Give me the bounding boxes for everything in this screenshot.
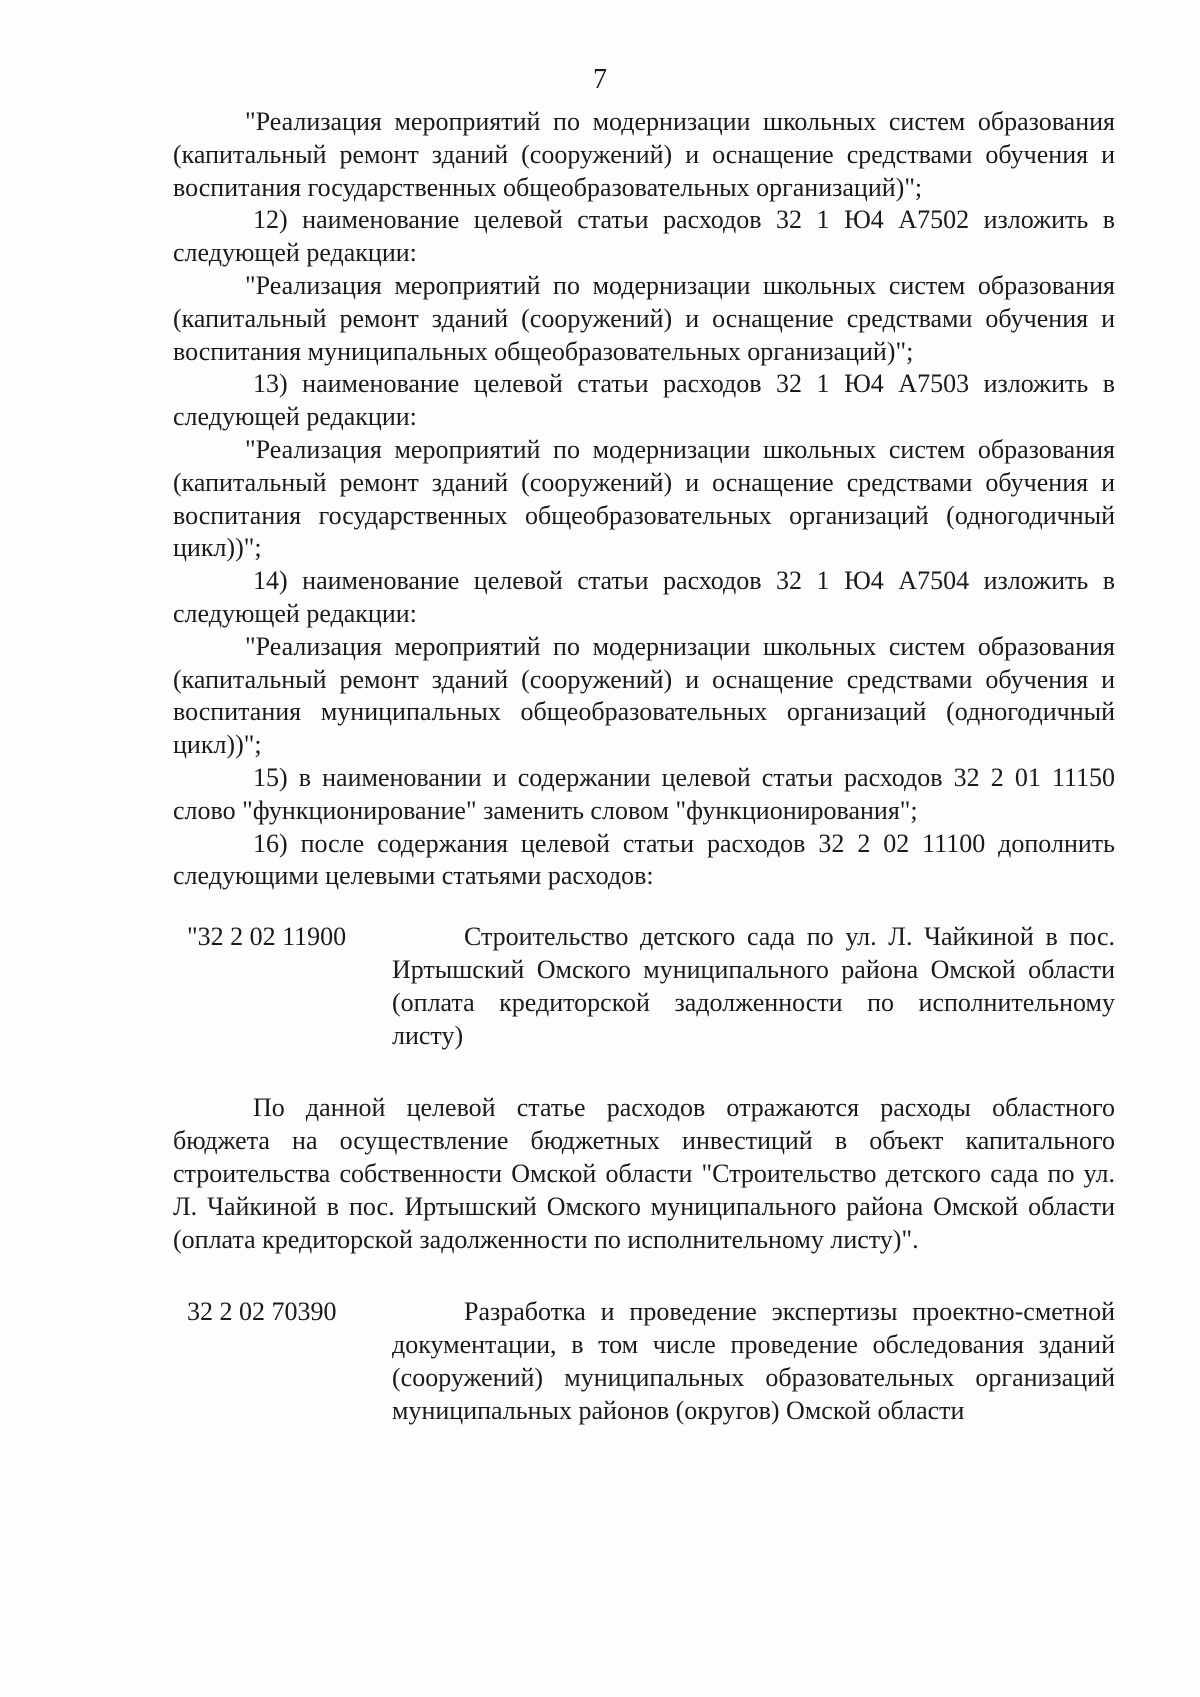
- paragraph-quote-13: "Реализация мероприятий по модернизации школьных систем образования (капитальный ремонт зданий (сооружений) и оснащение средствами обучения и воспитания государственных общеобразовательных организаций (одногодичный цикл))";: [173, 434, 1115, 563]
- budget-entry-32-2-02-11900: [173, 921, 1115, 1052]
- page-number: 7: [593, 64, 607, 95]
- entry-description: По данной целевой статье расходов отражаются расходы областного бюджета на осуществление бюджетных инвестиций в объект капитального строительства собственности Омской области "Строительство детского сада по ул. Л. Чайкиной в пос. Иртышский Омского муниципального района Омской области (оплата кредиторской задолженности по исполнительному листу)".: [173, 1093, 1115, 1254]
- paragraph-item-13: 13) наименование целевой статьи расходов 32 1 Ю4 А7503 изложить в следующей редакции:: [173, 369, 1115, 432]
- paragraph-quote-12: "Реализация мероприятий по модернизации школьных систем образования (капитальный ремонт зданий (сооружений) и оснащение средствами обучения и воспитания муниципальных общеобразовательных организаций)";: [173, 270, 1115, 366]
- paragraph-quote-14: "Реализация мероприятий по модернизации школьных систем образования (капитальный ремонт зданий (сооружений) и оснащение средствами обучения и воспитания муниципальных общеобразовательных организаций (одногодичный цикл))";: [173, 631, 1115, 760]
- paragraph-item-16: 16) после содержания целевой статьи расходов 32 2 02 11100 дополнить следующими целевыми статьями расходов:: [173, 828, 1115, 891]
- document-body: [173, 106, 1115, 1427]
- paragraph-item-15: 15) в наименовании и содержании целевой статьи расходов 32 2 01 11150 слово "функционирование" заменить словом "функционирования";: [173, 762, 1115, 825]
- paragraph-item-14: 14) наименование целевой статьи расходов 32 1 Ю4 А7504 изложить в следующей редакции:: [173, 566, 1115, 628]
- entry-code: "32 2 02 11900: [187, 922, 347, 952]
- spacer: [173, 1256, 1115, 1296]
- spacer: [173, 893, 1115, 921]
- entry-code: 32 2 02 70390: [187, 1297, 337, 1327]
- entry-title: Разработка и проведение экспертизы проектно-сметной документации, в том числе проведение обследования зданий (сооружений) муниципальных образовательных организаций муниципальных районов (округов) Омской области: [392, 1297, 1115, 1425]
- budget-entry-32-2-02-70390: [173, 1296, 1115, 1427]
- paragraph-item-12: 12) наименование целевой статьи расходов 32 1 Ю4 А7502 изложить в следующей редакции:: [173, 205, 1115, 268]
- entry-title: Строительство детского сада по ул. Л. Чайкиной в пос. Иртышский Омского муниципального района Омской области (оплата кредиторской задолженности по исполнительному листу): [392, 922, 1115, 1050]
- paragraph-quote-11: "Реализация мероприятий по модернизации школьных систем образования (капитальный ремонт зданий (сооружений) и оснащение средствами обучения и воспитания государственных общеобразовательных организаций)";: [173, 107, 1115, 202]
- spacer: [173, 1052, 1115, 1092]
